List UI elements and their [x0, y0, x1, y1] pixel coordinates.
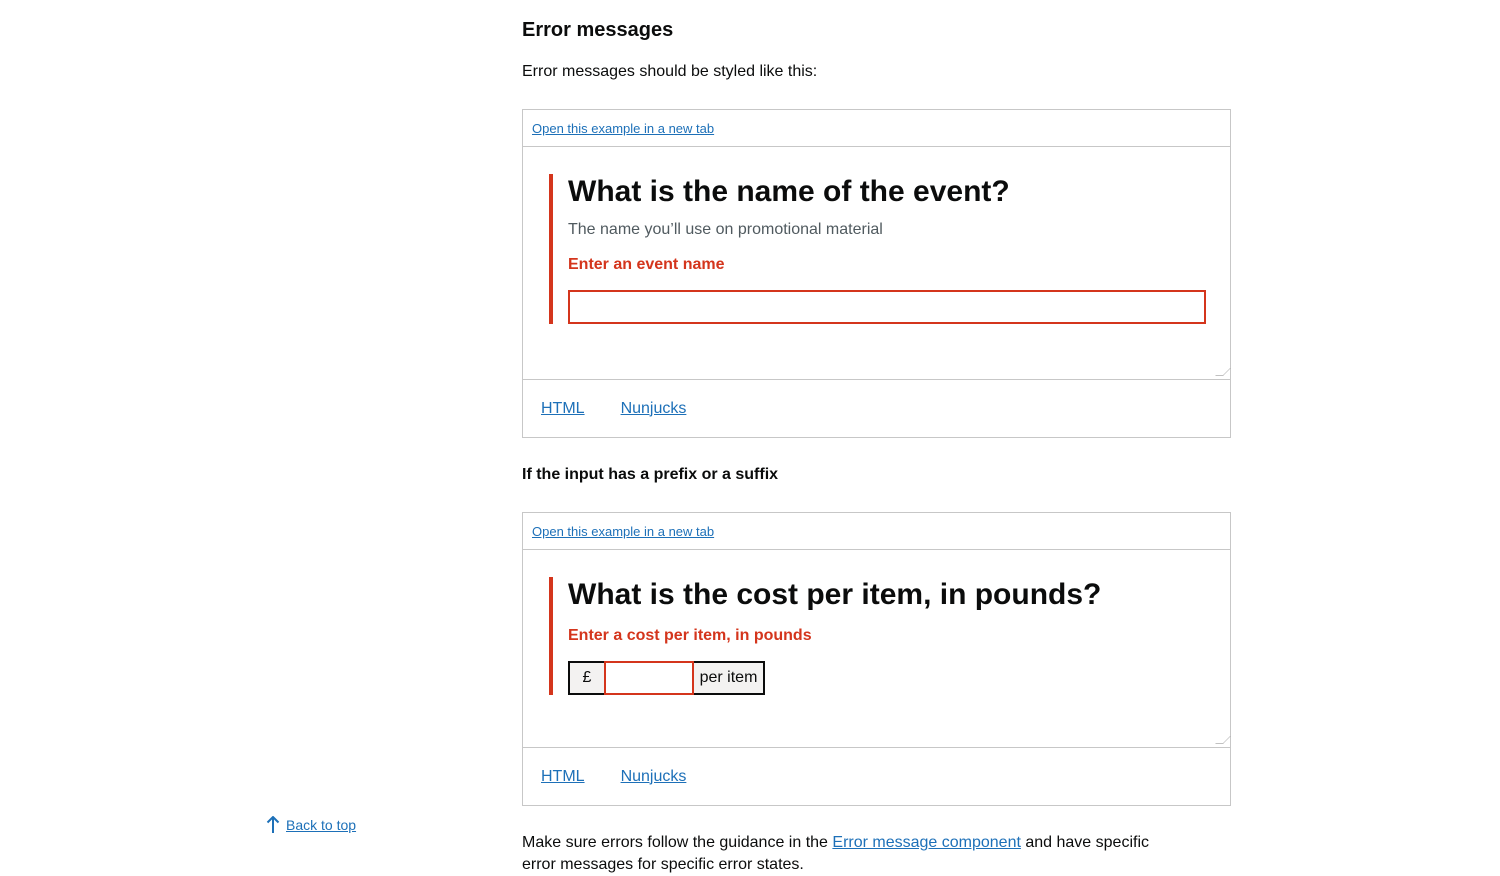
section-heading: Error messages	[522, 19, 674, 41]
example-frame-event-name	[522, 109, 1231, 438]
back-to-top-label: Back to top	[286, 817, 357, 833]
code-tabs	[523, 379, 1230, 437]
resize-handle-icon[interactable]	[1215, 368, 1231, 376]
error-message-component-link[interactable]: Error message component	[832, 834, 1021, 851]
code-tabs	[523, 747, 1230, 805]
open-example-link[interactable]: Open this example in a new tab	[532, 523, 715, 539]
guidance-paragraph-line2: error messages for specific error states.	[522, 856, 804, 873]
open-example-link[interactable]: Open this example in a new tab	[532, 120, 715, 136]
tab-html[interactable]: HTML	[541, 399, 585, 417]
input-with-affixes	[568, 661, 1101, 695]
hint-text: The name you’ll use on promotional material	[568, 221, 883, 238]
prefix-suffix-heading: If the input has a prefix or a suffix	[522, 466, 779, 483]
arrow-up-icon	[266, 816, 280, 834]
example-preview	[523, 550, 1230, 747]
currency-prefix: £	[568, 661, 604, 695]
guidance-paragraph	[522, 832, 1149, 854]
question-heading: What is the name of the event?	[568, 175, 1010, 208]
tab-nunjucks[interactable]: Nunjucks	[620, 399, 687, 417]
tab-nunjucks[interactable]: Nunjucks	[620, 767, 687, 785]
cost-input[interactable]	[604, 661, 694, 695]
unit-suffix: per item	[694, 661, 765, 695]
question-heading: What is the cost per item, in pounds?	[568, 578, 1102, 611]
guidance-text-after: and have specific	[1020, 834, 1149, 851]
event-name-input[interactable]	[568, 290, 1206, 324]
example-toolbar	[523, 110, 1230, 147]
example-frame-cost-per-item	[522, 512, 1231, 806]
example-toolbar	[523, 513, 1230, 550]
section-intro: Error messages should be styled like this:	[522, 63, 818, 80]
form-group-error	[549, 174, 1206, 324]
error-message: Enter an event name	[568, 256, 725, 273]
form-group-error	[549, 577, 1101, 695]
example-preview	[523, 147, 1230, 379]
guidance-text-before: Make sure errors follow the guidance in the	[522, 834, 833, 851]
tab-html[interactable]: HTML	[541, 767, 585, 785]
resize-handle-icon[interactable]	[1215, 736, 1231, 744]
back-to-top-link[interactable]	[266, 816, 356, 834]
error-message: Enter a cost per item, in pounds	[568, 627, 812, 644]
